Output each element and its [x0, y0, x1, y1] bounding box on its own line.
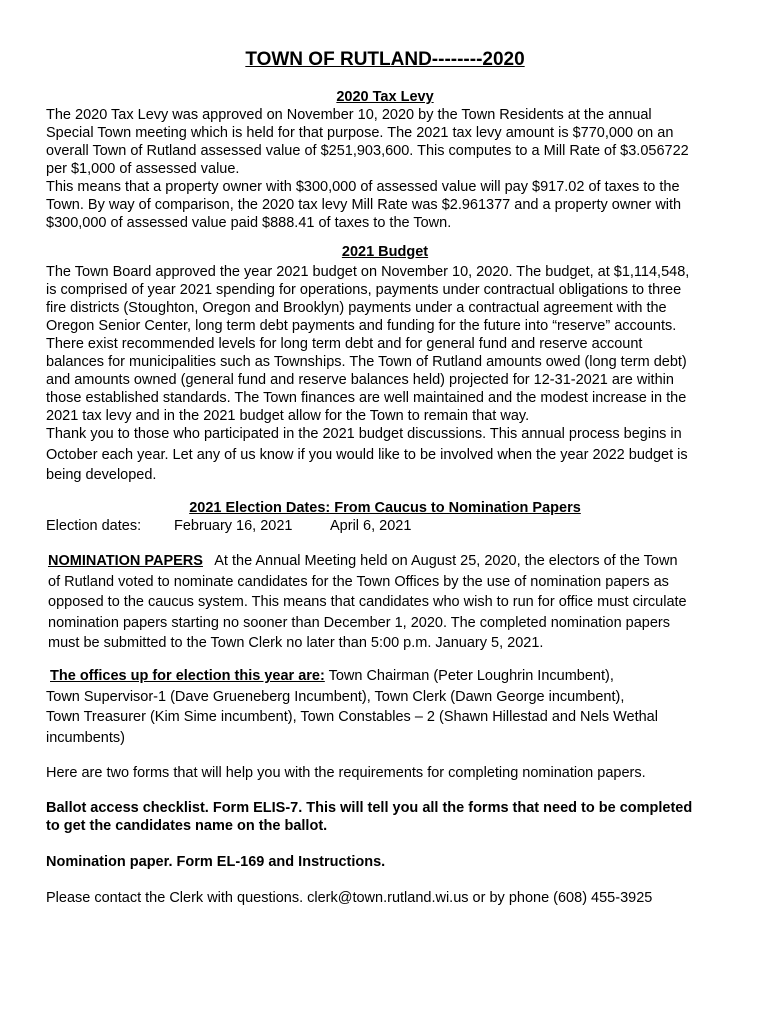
election-heading: 2021 Election Dates: From Caucus to Nomination Papers	[189, 500, 581, 516]
ballot-checklist: Ballot access checklist. Form ELIS-7. This will tell you all the forms that need to be completed to get the candidates name on the ballot.	[46, 800, 693, 834]
election-date-2: April 6, 2021	[330, 518, 412, 534]
budget-heading: 2021 Budget	[341, 244, 429, 260]
offices-lead: The offices up for election this year are:	[50, 668, 325, 684]
nomination-form: Nomination paper. Form EL-169 and Instructions.	[46, 854, 386, 870]
forms-intro: Here are two forms that will help you with the requirements for completing nomination papers.	[46, 765, 646, 781]
page-title: TOWN OF RUTLAND--------2020	[245, 49, 525, 70]
offices-body: Town Chairman (Peter Loughrin Incumbent), Town Supervisor-1 (Dave Grueneberg Incumbent), Town Clerk (Dawn George incumbent), Town Treasurer (Kim Sime incumbent), Town Constables – 2 (Shawn Hillestad and Nels Wethal incumbents)	[46, 668, 658, 746]
tax-levy-heading: 2020 Tax Levy	[336, 89, 434, 105]
election-dates-row	[46, 517, 411, 535]
nomination-paragraph	[48, 551, 738, 654]
offices-paragraph	[46, 666, 736, 748]
nomination-lead: NOMINATION PAPERS	[48, 553, 203, 569]
election-dates-label: Election dates:	[46, 518, 142, 534]
tax-levy-paragraph: The 2020 Tax Levy was approved on November 10, 2020 by the Town Residents at the annual Special Town meeting which is held for that purpose. The 2021 tax levy amount is $770,000 on an overall Town of Rutland assessed value of $251,903,600. This computes to a Mill Rate of $3.056722 per $1,000 of assessed value. This means that a property owner with $300,000 of assessed value will pay $917.02 of taxes to the Town. By way of comparison, the 2020 tax levy Mill Rate was $2.961377 and a property owner with $300,000 of assessed value paid $888.41 of taxes to the Town.	[46, 107, 689, 231]
nomination-body: At the Annual Meeting held on August 25, 2020, the electors of the Town of Rutland voted to nominate candidates for the Town Offices by the use of nomination papers as opposed to the caucus system. This means that candidates who wish to run for office must circulate nomination papers starting no sooner than December 1, 2020. The completed nomination papers must be submitted to the Town Clerk no later than 5:00 p.m. January 5, 2021.	[48, 553, 687, 651]
election-date-1: February 16, 2021	[174, 518, 293, 534]
contact-line: Please contact the Clerk with questions. clerk@town.rutland.wi.us or by phone (608) 455-3925	[46, 890, 653, 906]
budget-paragraph: The Town Board approved the year 2021 budget on November 10, 2020. The budget, at $1,114,548, is comprised of year 2021 spending for operations, payments under contractual obligations to three fire districts (Stoughton, Oregon and Brooklyn) payments under a contractual agreement with the Oregon Senior Center, long term debt payments and funding for the future into “reserve” accounts. There exist recommended levels for long term debt and for general fund and reserve account balances for municipalities such as Townships. The Town of Rutland amounts owed (long term debt) and amounts owned (general fund and reserve balances held) projected for 12-31-2021 are within those established standards. The Town finances are well maintained and the modest increase in the 2021 tax levy and in the 2021 budget allow for the Town to remain that way.	[46, 264, 690, 424]
budget-thanks-paragraph: Thank you to those who participated in the 2021 budget discussions. This annual process begins in October each year. Let any of us know if you would like to be involved when the year 2022 budget is being developed.	[46, 426, 688, 483]
